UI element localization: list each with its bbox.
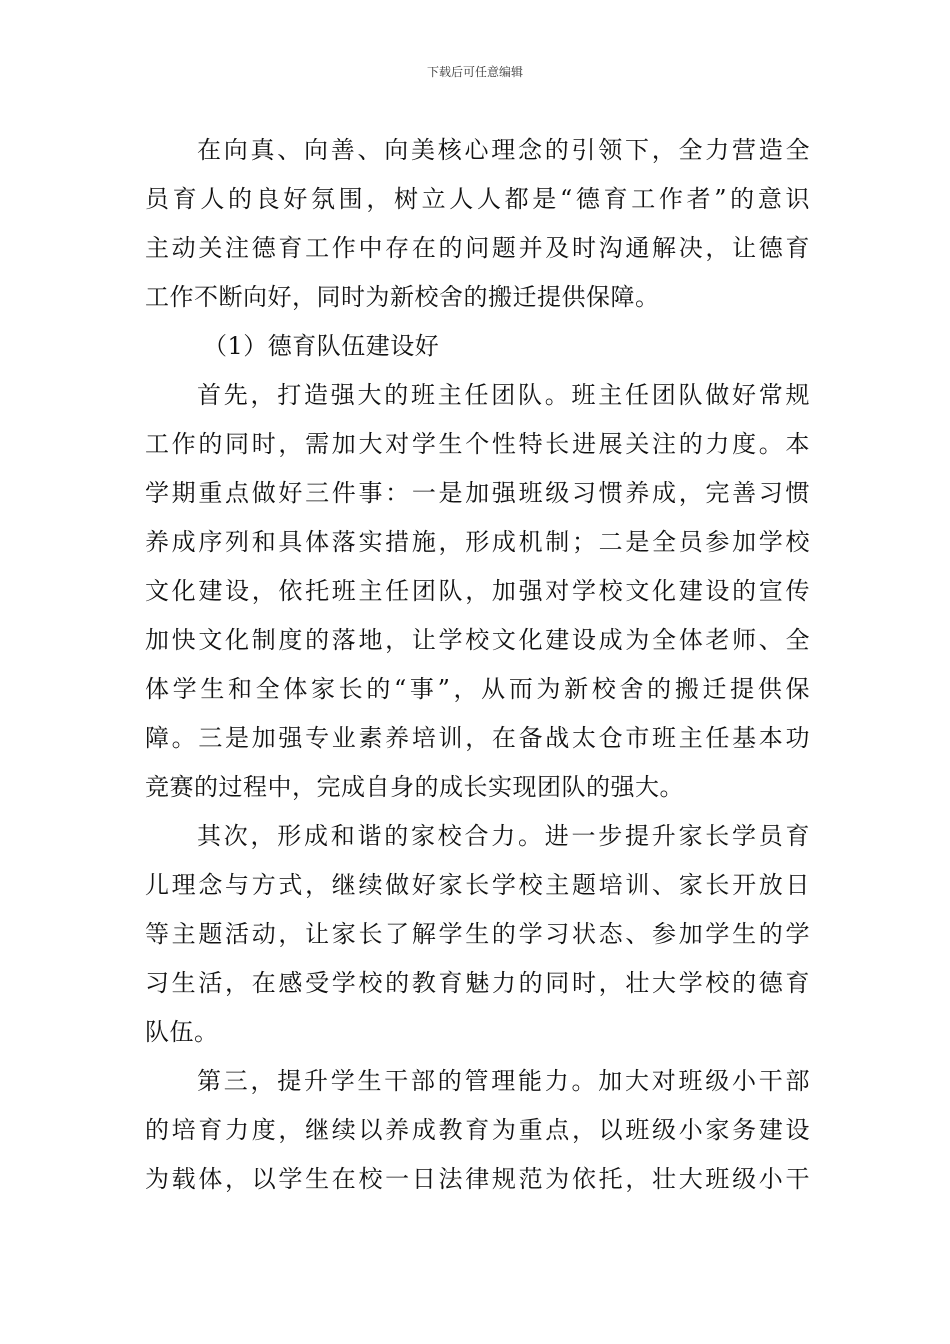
- text-line: 首先，打造强大的班主任团队。班主任团队做好常规: [197, 381, 810, 409]
- text-line: 加快文化制度的落地，让学校文化建设成为全体老师、全: [145, 626, 810, 654]
- text-line: 工作的同时，需加大对学生个性特长进展关注的力度。本: [145, 430, 810, 458]
- text-line: 主动关注德育工作中存在的问题并及时沟通解决，让德育: [145, 234, 810, 262]
- text-line: 等主题活动，让家长了解学生的学习状态、参加学生的学: [145, 920, 810, 948]
- text-line: 第三，提升学生干部的管理能力。加大对班级小干部: [197, 1067, 810, 1095]
- page-header: 下载后可任意编辑: [426, 65, 523, 79]
- text-line: 习生活，在感受学校的教育魅力的同时，壮大学校的德育: [145, 969, 810, 997]
- text-line: 竞赛的过程中，完成自身的成长实现团队的强大。: [145, 773, 684, 801]
- text-line: 队伍。: [145, 1018, 219, 1046]
- text-line: 体学生和全体家长的“事”，从而为新校舍的搬迁提供保: [145, 675, 810, 703]
- section-heading: （1）德育队伍建设好: [203, 332, 440, 360]
- text-line: 的培育力度，继续以养成教育为重点，以班级小家务建设: [145, 1116, 810, 1144]
- text-line: 儿理念与方式，继续做好家长学校主题培训、家长开放日: [145, 871, 810, 899]
- text-line: 养成序列和具体落实措施，形成机制；二是全员参加学校: [145, 528, 810, 556]
- text-line: 为载体，以学生在校一日法律规范为依托，壮大班级小干: [145, 1165, 810, 1193]
- document-body: [145, 126, 810, 1204]
- text-line: 障。三是加强专业素养培训，在备战太仓市班主任基本功: [145, 724, 810, 752]
- text-line: 学期重点做好三件事：一是加强班级习惯养成，完善习惯: [145, 479, 810, 507]
- text-line: 其次，形成和谐的家校合力。进一步提升家长学员育: [197, 822, 810, 850]
- text-line: 工作不断向好，同时为新校舍的搬迁提供保障。: [145, 283, 660, 311]
- text-line: 员育人的良好氛围，树立人人都是“德育工作者”的意识: [145, 185, 810, 213]
- text-line: 文化建设，依托班主任团队，加强对学校文化建设的宣传: [145, 577, 810, 605]
- text-line: 在向真、向善、向美核心理念的引领下，全力营造全: [197, 136, 810, 164]
